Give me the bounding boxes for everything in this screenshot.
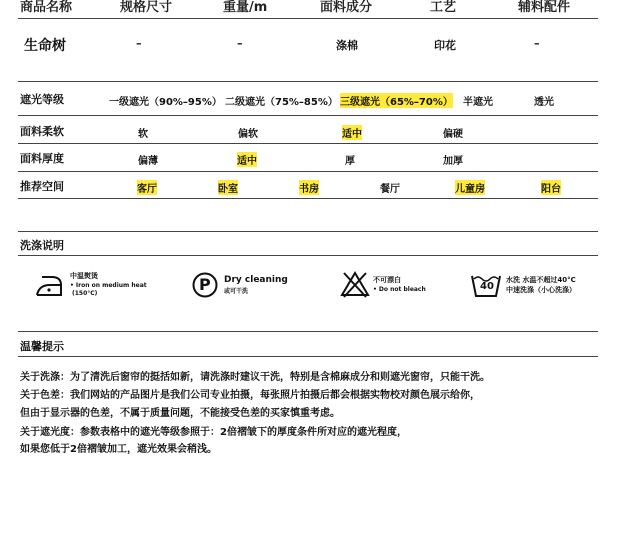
divider	[18, 18, 598, 19]
no-bleach-en: • Do not bleach	[373, 286, 426, 293]
softness-option: 偏硬	[443, 129, 463, 140]
product-name: 生命树	[24, 38, 66, 54]
product-material: 涤棉	[336, 39, 358, 52]
shading-label: 遮光等级	[20, 93, 64, 106]
wash-line-1: 水洗 水温不超过40°C	[506, 276, 576, 284]
divider	[18, 115, 598, 116]
tip-line: 如果您低于2倍褶皱加工，遮光效果会稍浅。	[20, 444, 217, 455]
shading-option: 一级遮光（90%–95%）	[109, 97, 222, 108]
thickness-option: 偏薄	[138, 156, 158, 167]
thickness-option: 加厚	[443, 156, 463, 167]
wash-line-2: 中速洗涤（小心洗涤）	[506, 286, 576, 294]
divider	[18, 356, 598, 357]
column-header-weight: 重量/m	[223, 0, 268, 15]
product-size: –	[136, 37, 142, 50]
tips-title: 温馨提示	[20, 340, 64, 353]
tip-line: 关于色差：我们网站的产品图片是我们公司专业拍摄，每张照片拍摄后都会根据实物校对颜色展示给你，	[20, 390, 480, 401]
softness-option: 偏软	[238, 129, 258, 140]
room-option-selected: 书房	[299, 180, 319, 195]
shading-option: 透光	[534, 97, 554, 108]
divider	[18, 143, 598, 144]
no-bleach-icon	[340, 270, 370, 298]
room-option: 餐厅	[380, 184, 400, 195]
softness-option-selected: 适中	[342, 125, 362, 140]
room-option-selected: 儿童房	[455, 180, 485, 195]
product-weight: –	[237, 37, 243, 50]
shading-option: 二级遮光（75%–85%）	[225, 97, 338, 108]
divider	[18, 198, 598, 199]
shading-option: 半遮光	[463, 97, 493, 108]
column-header-craft: 工艺	[430, 0, 457, 15]
column-header-name: 商品名称	[20, 0, 73, 15]
column-header-accessories: 辅料配件	[518, 0, 571, 15]
iron-cn: 中温熨烫	[70, 272, 98, 280]
iron-en: • Iron on medium heat	[70, 282, 147, 289]
softness-option: 软	[138, 129, 148, 140]
rooms-label: 推荐空间	[20, 180, 64, 193]
product-accessories: –	[534, 37, 540, 50]
no-bleach-cn: 不可漂白	[373, 276, 401, 284]
divider	[18, 231, 598, 232]
room-option-selected: 客厅	[137, 180, 157, 195]
tip-line: 但由于显示器的色差，不属于质量问题，不能接受色差的买家慎重考虑。	[20, 408, 340, 419]
room-option-selected: 卧室	[218, 180, 238, 195]
thickness-option-selected: 适中	[237, 152, 257, 167]
room-option-selected: 阳台	[541, 180, 561, 195]
shading-option-selected: 三级遮光（65%–70%）	[340, 93, 453, 108]
dry-clean-cn: 或可干洗	[224, 288, 249, 295]
divider	[18, 255, 598, 256]
wash-section-title: 洗涤说明	[20, 239, 64, 252]
dry-clean-en: Dry cleaning	[224, 275, 288, 285]
wash-temp: 40	[480, 281, 494, 292]
divider	[18, 331, 598, 332]
iron-temp: (150°C)	[72, 290, 98, 297]
column-header-material: 面料成分	[320, 0, 373, 15]
iron-icon	[34, 272, 64, 298]
tip-line: 关于遮光度：参数表格中的遮光等级参照于：2倍褶皱下的厚度条件所对应的遮光程度，	[20, 427, 407, 438]
divider	[18, 171, 598, 172]
dry-clean-symbol: P	[199, 275, 211, 294]
column-header-size: 规格尺寸	[120, 0, 173, 15]
thickness-option: 厚	[345, 156, 355, 167]
thickness-label: 面料厚度	[20, 152, 64, 165]
tip-line: 关于洗涤：为了清洗后窗帘的挺括如新，请洗涤时建议干洗，特别是含棉麻成分和则遮光窗帘，只能干洗。	[20, 372, 490, 383]
softness-label: 面料柔软	[20, 125, 64, 138]
divider	[18, 81, 598, 82]
product-craft: 印花	[434, 39, 456, 52]
